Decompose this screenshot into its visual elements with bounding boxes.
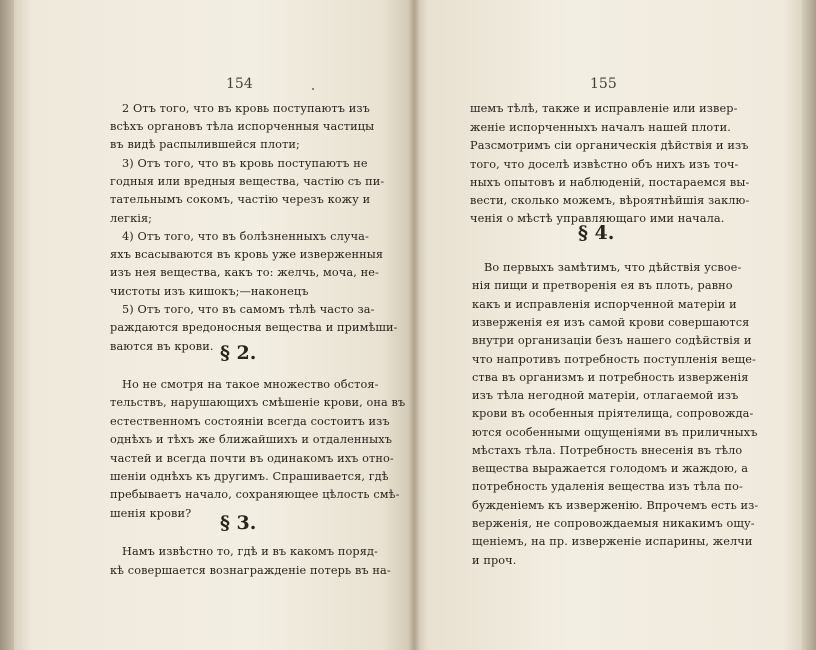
text-line: раждаются вредоносныя вещества и примѣши- [110,321,398,334]
right-page-number: 155 [590,76,617,92]
section-heading: § 4. [578,222,615,244]
text-line: 5) Отъ того, что въ самомъ тѣлѣ часто за- [122,303,375,316]
text-line: того, что доселѣ извѣстно объ нихъ изъ точ- [470,158,739,171]
text-line: вещества выражается голодомъ и жаждою, а [472,462,749,475]
text-line: ваются въ крови. [110,340,214,353]
text-line: какъ и исправленія испорченной матеріи и [472,298,737,311]
text-line: шемъ тѣлѣ, также и исправленіе или извер- [470,102,738,115]
text-line: всѣхъ органовъ тѣла испорченныя частицы [110,120,375,133]
text-line: ются особенными ощущеніями въ приличныхъ [472,426,758,439]
text-line: 3) Отъ того, что въ кровь поступаютъ не [122,157,368,170]
text-line: и проч. [472,554,517,567]
left-page-number: 154 [226,76,253,92]
text-line: Разсмотримъ сіи органическія дѣйствія и изъ [470,139,749,152]
text-line: Но не смотря на такое множество обстоя- [122,378,379,391]
text-line: нія пищи и претворенія ея въ плоть, равно [472,279,733,292]
text-line: кѣ совершается вознагражденіе потерь въ на- [110,564,391,577]
text-line: однѣхъ и тѣхъ же ближайшихъ и отдаленныхъ [110,433,393,446]
text-line: внутри организаціи безъ нашего содѣйствія и [472,334,752,347]
section-heading: § 3. [220,512,257,534]
right-page-edge [802,0,816,650]
text-line: 4) Отъ того, что въ болѣзненныхъ случа- [122,230,369,243]
right-page [414,0,802,650]
text-line: женіе испорченныхъ началъ нашей плоти. [470,121,731,134]
text-line: частей и всегда почти въ одинакомъ ихъ отно- [110,452,394,465]
text-line: потребность удаленія вещества изъ тѣла по- [472,480,743,493]
text-line: шенія крови? [110,507,192,520]
text-line: Во первыхъ замѣтимъ, что дѣйствія усвое- [484,261,742,274]
left-page-edge [0,0,14,650]
text-line: годныя или вредныя вещества, частію съ пи- [110,175,385,188]
text-line: въ видѣ распылившейся плоти; [110,138,300,151]
text-line: тельствъ, нарушающихъ смѣшеніе крови, она въ [110,396,406,409]
section-heading: § 2. [220,342,257,364]
text-line: естественномъ состояніи всегда состоитъ изъ [110,415,390,428]
text-line: бужденіемъ къ изверженію. Впрочемъ есть из- [472,499,759,512]
text-line: мѣстахъ тѣла. Потребность внесенія въ тѣло [472,444,743,457]
text-line: изъ тѣла негодной матеріи, отлагаемой изъ [472,389,739,402]
left-page [14,0,414,650]
text-line: что напротивъ потребность поступленія веще- [472,353,756,366]
text-line: изверженія ея изъ самой крови совершаются [472,316,750,329]
text-line: 2 Отъ того, что въ кровь поступаютъ изъ [122,102,370,115]
text-line: яхъ всасываются въ кровь уже изверженныя [110,248,384,261]
text-line: верженія, не сопровождаемыя никакимъ ощу- [472,517,755,530]
text-line: пребываетъ начало, сохраняющее цѣлость смѣ- [110,488,400,501]
text-line: изъ нея вещества, какъ то: желчь, моча, не- [110,266,379,279]
text-line: ныхъ опытовъ и наблюденій, постараемся вы- [470,176,750,189]
text-line: чистоты изъ кишокъ;—наконецъ [110,285,309,298]
text-line: ства въ организмъ и потребность изверженія [472,371,749,384]
text-line: тательнымъ сокомъ, частію черезъ кожу и [110,193,371,206]
print-speck [312,88,314,90]
text-line: легкія; [110,212,153,225]
text-line: вести, сколько можемъ, вѣроятнѣйшія заклю- [470,194,750,207]
text-line: шеніи однѣхъ къ другимъ. Спрашивается, гдѣ [110,470,389,483]
text-line: щеніемъ, на пр. изверженіе испарины, желчи [472,535,753,548]
text-line: ченія о мѣстѣ управляющаго ими начала. [470,212,725,225]
book-gutter [408,0,420,650]
text-line: Намъ извѣстно то, гдѣ и въ какомъ поряд- [122,545,378,558]
text-line: крови въ особенныя пріятелища, сопровожда- [472,407,754,420]
